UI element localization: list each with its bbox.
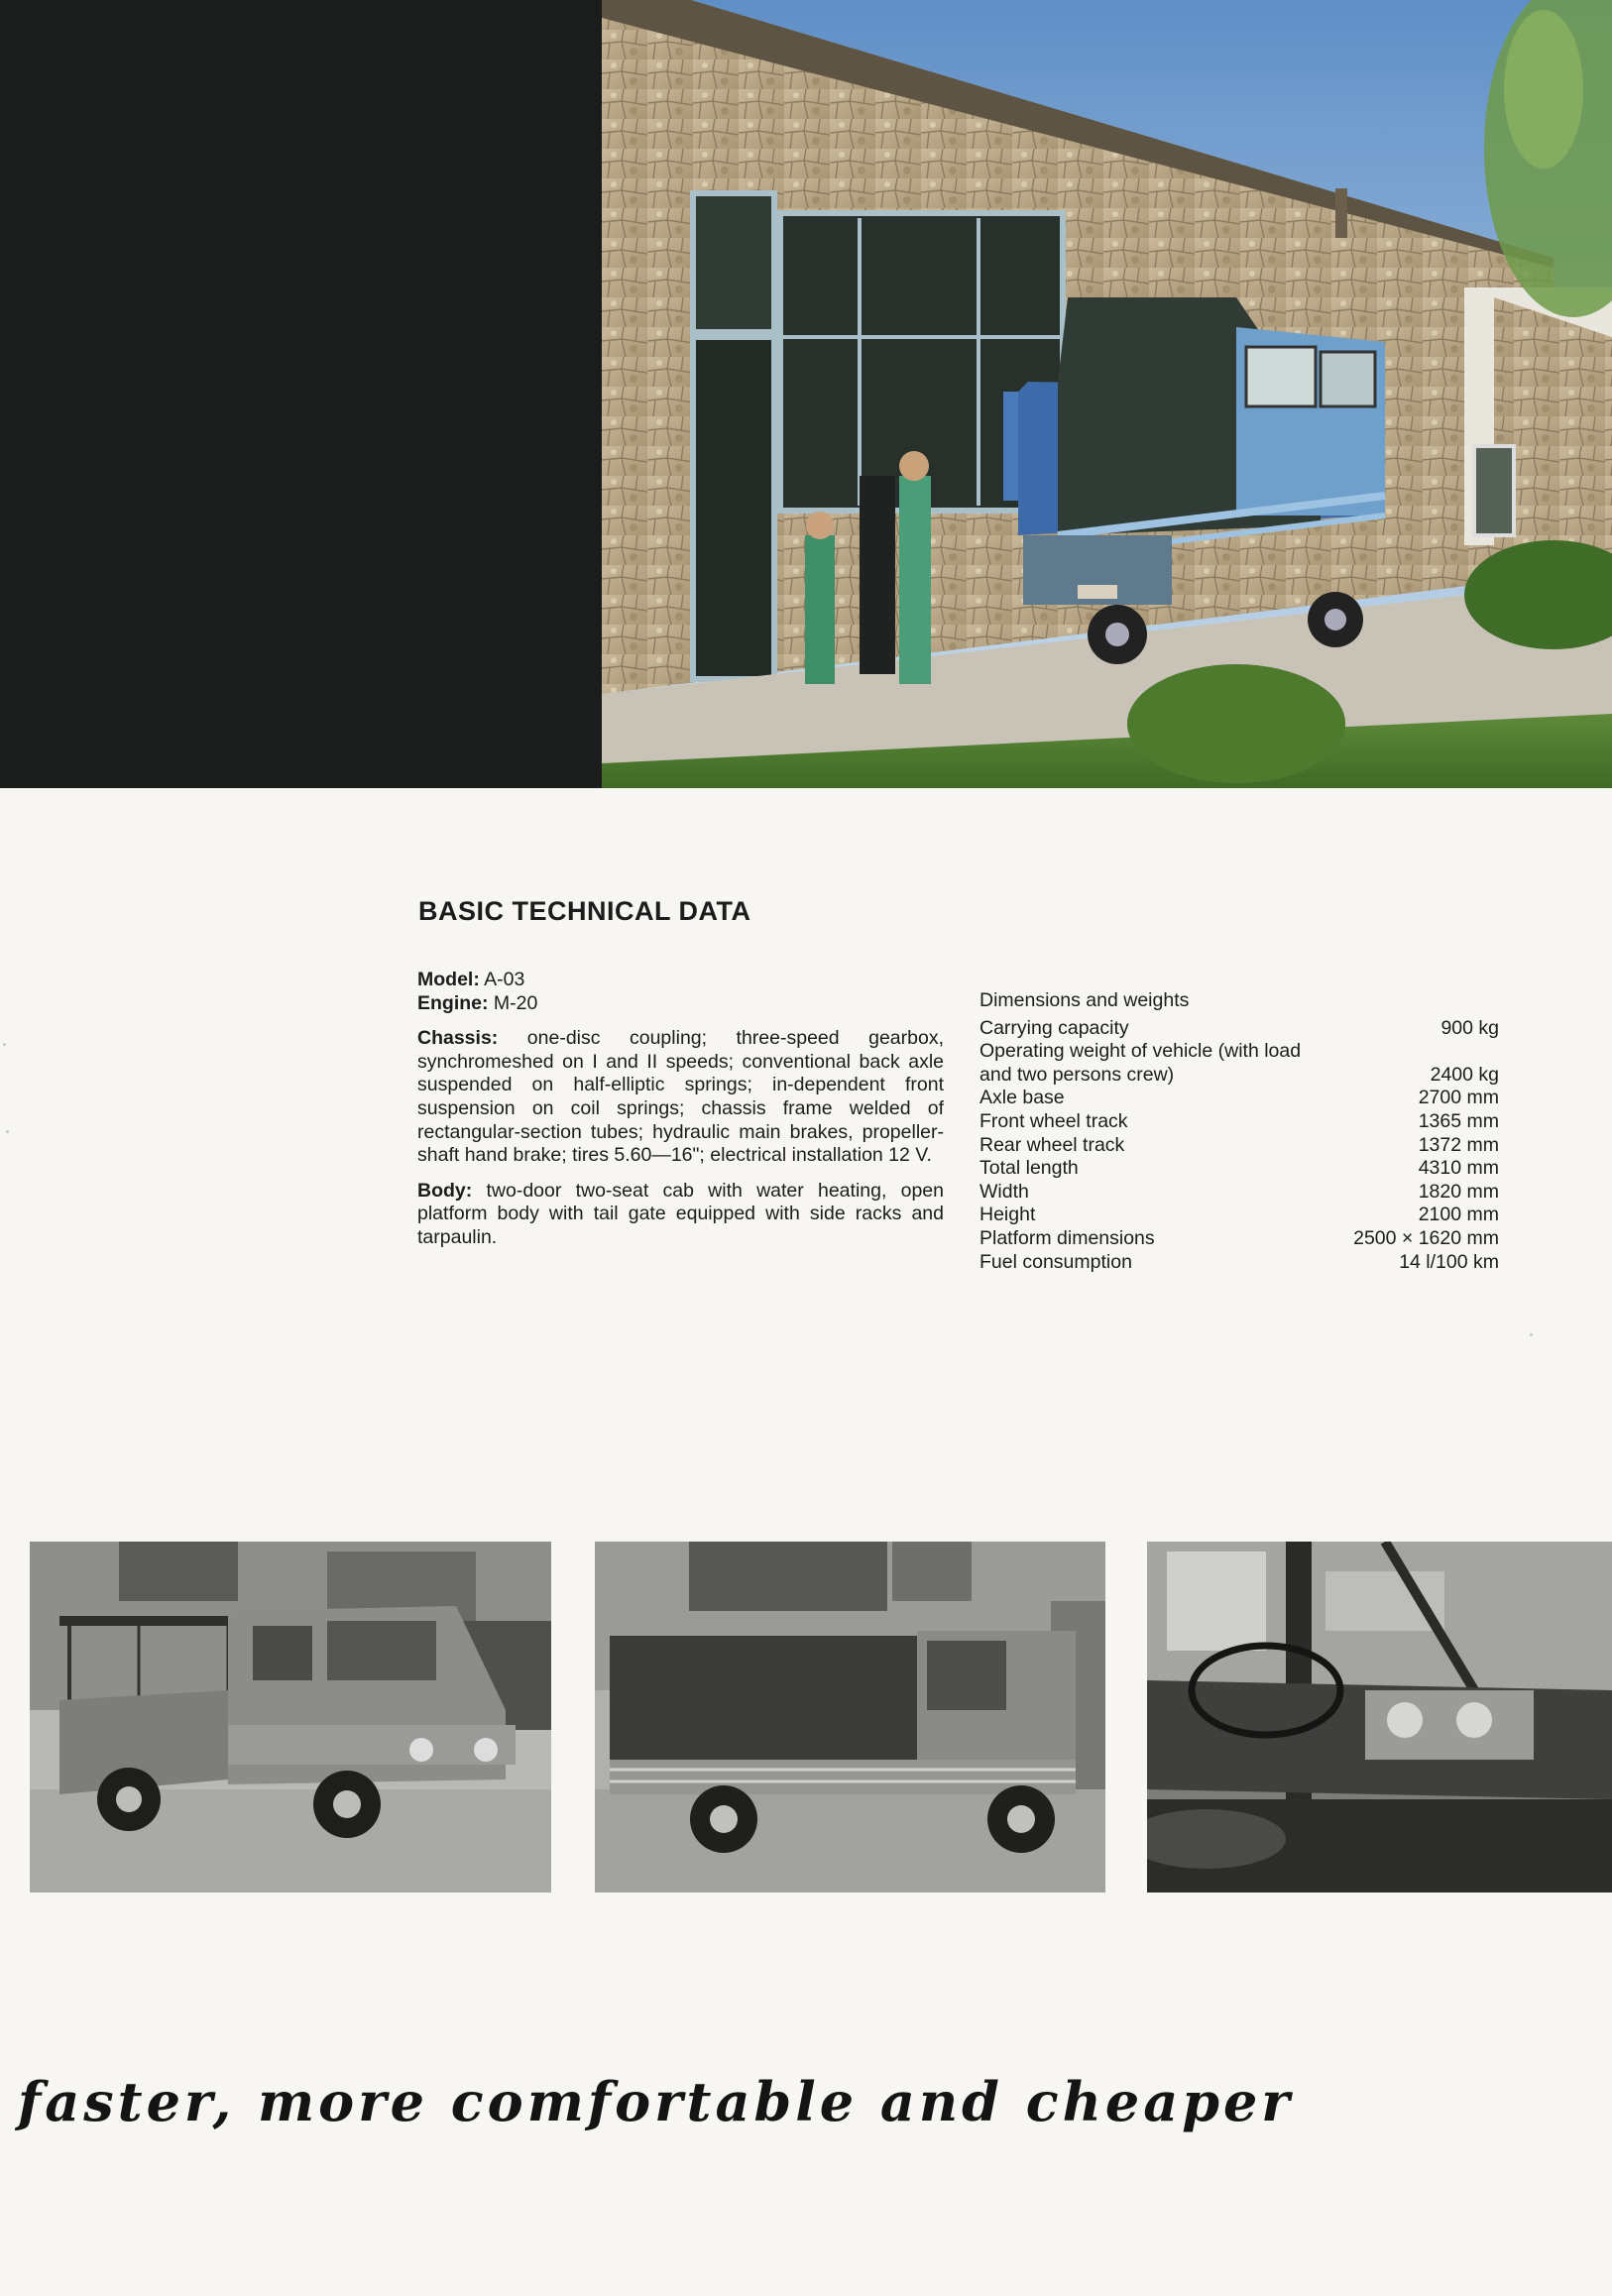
chassis-paragraph [417, 1027, 944, 1168]
dimension-row [979, 1227, 1499, 1251]
slogan: faster, more comfortable and cheaper [18, 2070, 1294, 2133]
black-panel [0, 0, 602, 788]
dimension-name: Carrying capacity [979, 1016, 1129, 1039]
dimension-name: Operating weight of vehicle (with load and two persons crew) [979, 1040, 1302, 1086]
engine-line [417, 992, 944, 1016]
dimension-row [979, 1204, 1499, 1227]
chassis-text: one-disc coupling; three-speed gearbox, synchromeshed on I and II speeds; conventional back axle suspended on half-elliptic springs; in-dependent front suspension on coil springs; chassis frame welded of rectangular-section tubes; hydraulic main brakes, propeller-shaft hand brake; tires 5.60—16"; electrical installation 12 V. [417, 1027, 944, 1167]
dimension-name: Front wheel track [979, 1109, 1128, 1132]
dimensions-table [979, 989, 1499, 1274]
cab-interior-photo [1147, 1542, 1612, 1893]
dimension-row [979, 1040, 1499, 1087]
dimension-row [979, 1017, 1499, 1041]
dimension-name: Rear wheel track [979, 1133, 1125, 1156]
body-label: Body: [417, 1179, 473, 1202]
dimension-value: 4310 mm [1418, 1157, 1499, 1180]
section-heading: BASIC TECHNICAL DATA [418, 896, 751, 926]
dimension-name: Axle base [979, 1087, 1065, 1109]
dimension-row [979, 1087, 1499, 1110]
dimension-row [979, 1251, 1499, 1275]
dimension-name: Height [979, 1204, 1036, 1226]
scan-speck [1530, 1333, 1533, 1336]
engine-label: Engine: [417, 991, 489, 1014]
body-paragraph [417, 1180, 944, 1250]
dimension-value: 2100 mm [1418, 1204, 1499, 1226]
dimension-value: 1372 mm [1418, 1133, 1499, 1156]
scan-speck [3, 1043, 6, 1046]
dimension-value: 2700 mm [1418, 1087, 1499, 1109]
dimension-value: 1365 mm [1418, 1109, 1499, 1132]
dimension-value: 900 kg [1440, 1016, 1499, 1039]
platform-truck-photo [30, 1542, 551, 1893]
dimension-row [979, 1181, 1499, 1205]
dimension-row [979, 1134, 1499, 1158]
dimension-value: 14 l/100 km [1399, 1250, 1499, 1273]
dimension-value: 2400 kg [1430, 1063, 1499, 1086]
dimension-name: Fuel consumption [979, 1250, 1132, 1273]
spec-text-column [417, 969, 944, 1262]
dimension-row [979, 1157, 1499, 1181]
dimension-row [979, 1110, 1499, 1134]
body-text: two-door two-seat cab with water heating, open platform body with tail gate equipped with side racks and tarpaulin. [417, 1179, 944, 1248]
dimensions-title: Dimensions and weights [979, 989, 1190, 1011]
dimension-value: 2500 × 1620 mm [1353, 1226, 1499, 1249]
dimension-name: Width [979, 1180, 1029, 1203]
scan-speck [6, 1130, 9, 1133]
dimension-name: Total length [979, 1157, 1079, 1180]
model-label: Model: [417, 969, 480, 990]
hero-photo [602, 0, 1612, 788]
chassis-label: Chassis: [417, 1027, 499, 1050]
dimension-name: Platform dimensions [979, 1226, 1155, 1249]
engine-value: M-20 [493, 991, 538, 1014]
model-value: A-03 [484, 969, 525, 990]
dimension-value: 1820 mm [1418, 1180, 1499, 1203]
model-line [417, 969, 944, 992]
tarpaulin-truck-photo [595, 1542, 1105, 1893]
